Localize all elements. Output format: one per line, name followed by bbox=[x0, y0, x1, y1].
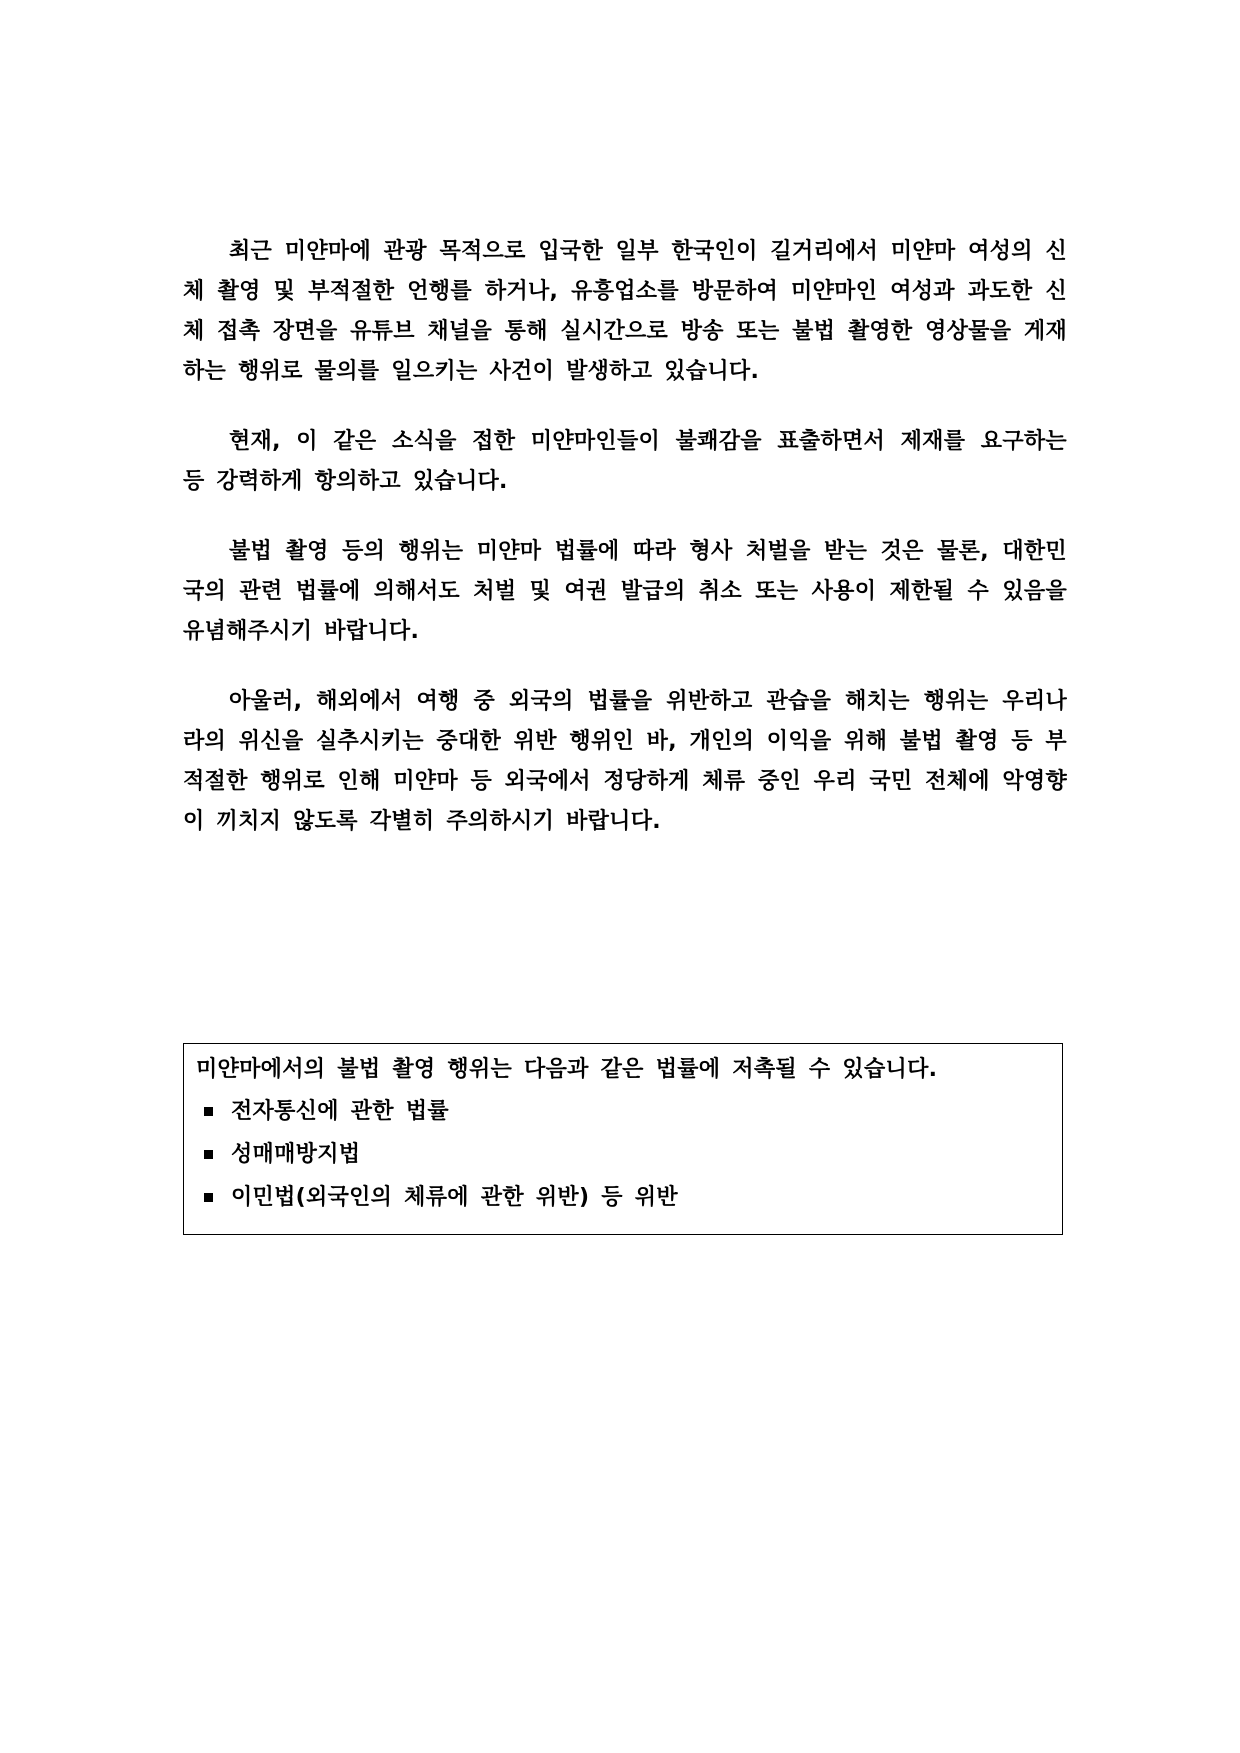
law-list bbox=[196, 1090, 1050, 1219]
square-bullet-icon bbox=[204, 1150, 213, 1159]
square-bullet-icon bbox=[204, 1107, 213, 1116]
law-item-label: 성매매방지법 bbox=[231, 1142, 361, 1167]
paragraph-protest: 현재, 이 같은 소식을 접한 미얀마인들이 불쾌감을 표출하면서 제재를 요구하는 등 강력하게 항의하고 있습니다. bbox=[183, 429, 1067, 494]
law-item-label: 이민법(외국인의 체류에 관한 위반) 등 위반 bbox=[231, 1185, 678, 1210]
list-item bbox=[196, 1176, 1050, 1219]
list-item bbox=[196, 1133, 1050, 1176]
list-item bbox=[196, 1090, 1050, 1133]
paragraph-legal-warning: 불법 촬영 등의 행위는 미얀마 법률에 따라 형사 처벌을 받는 것은 물론, 대한민국의 관련 법률에 의해서도 처벌 및 여권 발급의 취소 또는 사용이 제한될 수 있음을 유념해주시기 바랍니다. bbox=[183, 539, 1067, 644]
law-item-label: 전자통신에 관한 법률 bbox=[231, 1099, 449, 1124]
legal-notice-box bbox=[183, 1043, 1063, 1235]
paragraph-caution: 아울러, 해외에서 여행 중 외국의 법률을 위반하고 관습을 해치는 행위는 우리나라의 위신을 실추시키는 중대한 위반 행위인 바, 개인의 이익을 위해 불법 촬영 등 부적절한 행위로 인해 미얀마 등 외국에서 정당하게 체류 중인 우리 국민 전체에 악영향이 끼치지 않도록 각별히 주의하시기 바랍니다. bbox=[183, 689, 1067, 834]
document-body bbox=[183, 232, 1067, 842]
square-bullet-icon bbox=[204, 1193, 213, 1202]
notice-title: 미얀마에서의 불법 촬영 행위는 다음과 같은 법률에 저촉될 수 있습니다. bbox=[196, 1057, 938, 1082]
paragraph-incident: 최근 미얀마에 관광 목적으로 입국한 일부 한국인이 길거리에서 미얀마 여성의 신체 촬영 및 부적절한 언행를 하거나, 유흥업소를 방문하여 미얀마인 여성과 과도한 신체 접촉 장면을 유튜브 채널을 통해 실시간으로 방송 또는 불법 촬영한 영상물을 게재하는 행위로 물의를 일으키는 사건이 발생하고 있습니다. bbox=[183, 239, 1067, 384]
